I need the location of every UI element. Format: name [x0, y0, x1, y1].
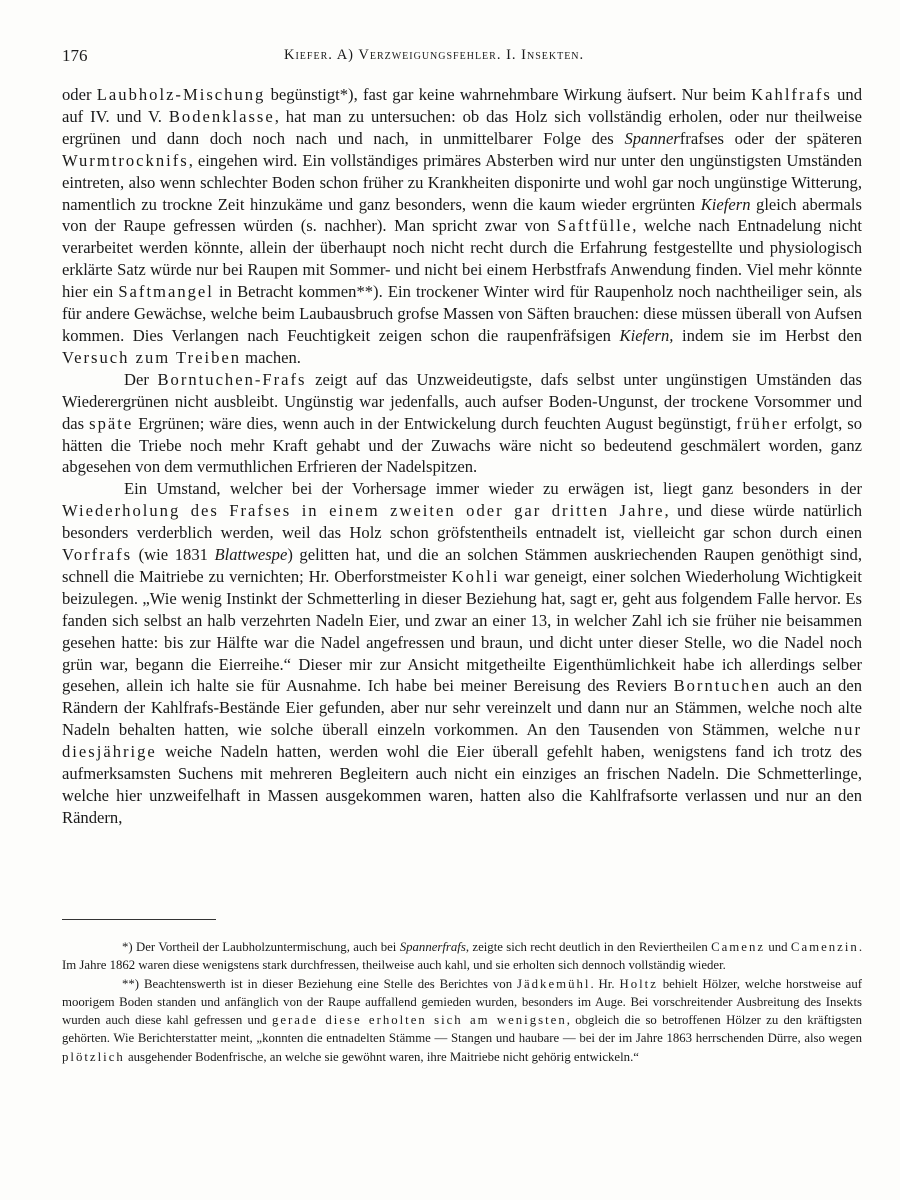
text-run: weiche Nadeln hatten, werden wohl die Eier überall gefehlt haben, wenigstens fand ich trotz des aufmerksamsten Suchens mit mehreren Begleitern auch nicht ein einziges an frischen Nadeln. Die Schmetterlinge, welche hier unzweifelhaft in Massen ausgekommen waren, hatten also die Kahlfrafsorte verlassen und nur an den Rändern, [62, 742, 862, 827]
spaced-emphasis: früher [736, 413, 789, 433]
text-run: und auf IV. und V. [62, 85, 862, 126]
body-text [62, 84, 862, 829]
footnote-separator [62, 919, 216, 920]
text-run: zeigt auf das Unzweideutigste, dafs selbst unter ungünstigen Umständen das Wiederergrünen nicht ausbleibt. Ungünstig war jedenfalls, auch aufser Boden-Ungunst, der trockene Vorsommer und das [62, 369, 862, 433]
spaced-emphasis: Wiederholung des Frafses in einem zweiten oder gar dritten Jahre [62, 501, 665, 521]
text-run: , und diese würde natürlich besonders verderblich werden, weil das Holz schon gröfstentheils entnadelt ist, vielleicht gar schon durch einen [62, 501, 862, 543]
text-run: oder [62, 85, 97, 104]
spaced-emphasis: Kohli [451, 566, 500, 586]
text-run: , obgleich die so betroffenen Hölzer zu den kräftigsten gehörten. Wie Berichterstatter meint, „konnten die entnadelten Stämme — Stangen und haubare — bei der im Jahre 1863 herrschenden Dürre, also wegen [62, 1013, 862, 1046]
text-run: . Im Jahre 1862 waren diese wenigstens stark durchfressen, theilweise auch kahl, und sie erholten sich dennoch vollständig wieder. [62, 940, 863, 973]
text-run: indem sie im Herbst den [673, 325, 862, 345]
italic-emphasis: Spanner [624, 128, 680, 148]
text-run: auch an den Rändern der Kahlfrafs-Bestände Eier gefunden, aber nur sehr vereinzelt und dann nur an Stämmen, welche noch alte Nadeln behalten hatten, wie solche überall einzeln vorkommen. An den Tausenden von Stämmen, welche [62, 676, 862, 740]
italic-emphasis: Spannerfrafs [399, 940, 466, 954]
text-run: begünstigt*), fast gar keine wahrnehmbare Wirkung äufsert. Nur beim [265, 85, 752, 104]
spaced-emphasis: Saftmangel [118, 282, 214, 302]
paragraph [62, 84, 862, 369]
italic-emphasis: Kiefern, [619, 325, 674, 345]
italic-emphasis: Kiefern [700, 194, 751, 214]
footnotes [62, 938, 862, 1066]
text-run: Der [124, 369, 158, 389]
text-run: und [765, 940, 791, 954]
spaced-emphasis: Camenz [711, 940, 766, 954]
spaced-emphasis: Jädkemühl [517, 976, 591, 991]
text-run: erfolgt, so hätten die Triebe noch mehr Kraft gehabt und der Zuwachs wäre nicht so bedeutend geschmälert worden, ganz abgesehen von dem vermuthlichen Erfrieren der Nadelspitzen. [62, 413, 862, 477]
spaced-emphasis: Kahlfrafs [751, 85, 832, 104]
spaced-emphasis: plötzlich [62, 1049, 125, 1064]
spaced-emphasis: Holtz [619, 976, 658, 991]
spaced-emphasis: Wurmtrocknifs [62, 150, 189, 170]
spaced-emphasis: nur diesjährige [62, 720, 862, 762]
page-number: 176 [62, 46, 88, 65]
spaced-emphasis: Borntuchen [673, 676, 771, 696]
page-header [62, 46, 862, 68]
text-run: frafses oder der späteren [679, 128, 862, 148]
text-run: gleich abermals von der Raupe gefressen würden (s. nachher). Man spricht zwar von [62, 194, 862, 236]
text-run: , hat man zu untersuchen: ob das Holz sich vollständig erholen, oder nur theilweise ergrünen und dann doch noch nach und nach, in unmittelbarer Folge des [62, 106, 862, 148]
text-run: ) gelitten hat, und die an solchen Stämmen auskriechenden Raupen genöthigt sind, schnell die Maitriebe zu vernichten; Hr. Oberforstmeister [62, 545, 862, 586]
text-run: **) Beachtenswerth ist in dieser Beziehung eine Stelle des Berichtes von [122, 976, 517, 991]
text-run: (wie 1831 [132, 545, 215, 565]
paragraph [62, 369, 862, 479]
footnote [62, 938, 862, 975]
spaced-emphasis: Laubholz-Mischung [96, 85, 266, 104]
text-run: , eingehen wird. Ein vollständiges primäres Absterben wird nur unter den ungünstigsten Umständen eintreten, also wenn schlechter Boden schon früher zu Krankheiten disponirte und wohl gar noch ungünstige Witterung, namentlich zu trockne Zeit hinzukäme und ganz besonders, wenn die kaum wieder ergrünten [62, 150, 862, 214]
paragraph [62, 478, 862, 829]
text-run: , zeigte sich recht deutlich in den Reviertheilen [465, 940, 712, 954]
spaced-emphasis: Vorfrafs [62, 545, 133, 565]
spaced-emphasis: Borntuchen-Frafs [157, 369, 307, 389]
spaced-emphasis: Camenzin [790, 940, 859, 954]
text-run: *) Der Vortheil der Laubholzuntermischung, auch bei [122, 940, 400, 954]
text-run: in Betracht kommen**). Ein trockener Winter wird für Raupenholz noch nachtheiliger sein, als für andere Gewächse, welche beim Laubausbruch grofse Massen von Säften brauchen: diese müssen überall von Aufsen kommen. Dies Verlangen nach Feuchtigkeit zeigen schon die raupenfräfsigen [62, 282, 862, 345]
spaced-emphasis: Saftfülle [557, 216, 633, 236]
italic-emphasis: Blattwespe [214, 545, 288, 565]
spaced-emphasis: Bodenklasse [168, 106, 275, 126]
footnote [62, 975, 862, 1066]
text-run: ausgehender Bodenfrische, an welche sie gewöhnt waren, ihre Maitriebe nicht gehörig entwickeln.“ [124, 1049, 639, 1064]
text-run: , welche nach Entnadelung nicht verarbeitet werden könnte, allein der überhaupt noch nicht recht durch die Erfahrung festgestellte und physiologisch erklärte Satz würde nur bei Raupen mit Sommer- und nicht bei einem Herbstfrafs Anwendung finden. Viel mehr könnte hier ein [62, 216, 862, 302]
spaced-emphasis: gerade diese erholten sich am wenigsten [271, 1013, 567, 1028]
text-run: behielt Hölzer, welche horstweise auf moorigem Boden standen und anfänglich von der Raupe auffallend gemieden wurden, besonders im Auge. Bei vorschreitender Ausbreitung des Insekts wurden auch diese kahl gefressen und [62, 976, 862, 1028]
spaced-emphasis: Versuch zum Treiben [62, 347, 242, 367]
text-run: . Hr. [590, 976, 620, 991]
text-run: Ergrünen; wäre dies, wenn auch in der Entwickelung durch feuchten August begünstigt, [133, 413, 737, 433]
spaced-emphasis: späte [89, 413, 134, 433]
text-run: Ein Umstand, welcher bei der Vorhersage immer wieder zu erwägen ist, liegt ganz besonders in der [124, 479, 862, 499]
running-head: Kiefer. A) Verzweigungsfehler. I. Insekten. [284, 47, 585, 63]
text-run: machen. [241, 347, 301, 367]
text-run: war geneigt, einer solchen Wiederholung Wichtigkeit beizulegen. „Wie wenig Instinkt der Schmetterling in dieser Beziehung hat, sagt er, geht aus folgendem Falle hervor. Es fanden sich selbst an halb verzehrten Nadeln Eier, und zwar an einer 13, in welcher Zahl ich sie früher nie beisammen gesehen hatte: bis zur Hälfte war die Nadel angefressen und braun, und dicht unter dieser Stelle, wo die Nadel noch grün war, begann die Eierreihe.“ Dieser mir zur Ansicht mitgetheilte Eigenthümlichkeit habe ich allerdings selber gesehen, allein ich halte sie für Ausnahme. Ich habe bei meiner Bereisung des Reviers [62, 566, 862, 696]
